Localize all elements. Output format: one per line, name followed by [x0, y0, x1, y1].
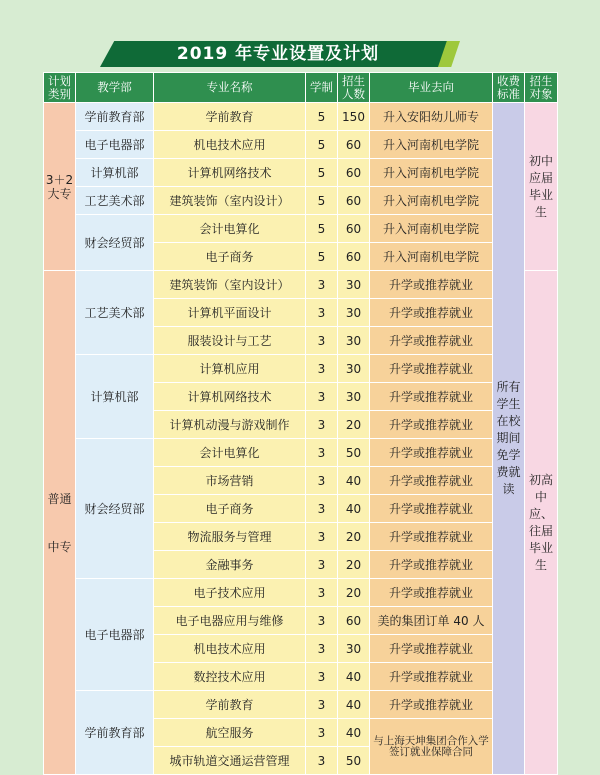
quota-cell: 50: [338, 747, 370, 775]
destination-cell: 升学或推荐就业: [370, 467, 493, 495]
quota-cell: 40: [338, 495, 370, 523]
major-cell: 机电技术应用: [154, 131, 306, 159]
quota-cell: 30: [338, 635, 370, 663]
quota-cell: 20: [338, 523, 370, 551]
category-3plus2: 3＋2大专: [44, 103, 76, 271]
table-row: [44, 159, 558, 187]
years-cell: 5: [306, 243, 338, 271]
quota-cell: 30: [338, 271, 370, 299]
quota-cell: 50: [338, 439, 370, 467]
fee-standard: 所有学生在校期间免学费就读: [493, 103, 525, 775]
major-cell: 计算机平面设计: [154, 299, 306, 327]
table-row: [44, 691, 558, 719]
major-cell: 服装设计与工艺: [154, 327, 306, 355]
quota-cell: 40: [338, 691, 370, 719]
header-dept: 教学部: [76, 73, 154, 103]
major-cell: 计算机网络技术: [154, 159, 306, 187]
destination-cell: 美的集团订单 40 人: [370, 607, 493, 635]
quota-cell: 40: [338, 467, 370, 495]
target-regular: 初高中应、往届毕业生: [525, 271, 558, 775]
major-cell: 建筑装饰（室内设计）: [154, 271, 306, 299]
destination-cell: 升学或推荐就业: [370, 579, 493, 607]
major-cell: 建筑装饰（室内设计）: [154, 187, 306, 215]
dept-cell: 学前教育部: [76, 103, 154, 131]
major-cell: 数控技术应用: [154, 663, 306, 691]
major-cell: 会计电算化: [154, 439, 306, 467]
destination-cell: 升入河南机电学院: [370, 159, 493, 187]
major-cell: 电子商务: [154, 495, 306, 523]
years-cell: 5: [306, 159, 338, 187]
years-cell: 3: [306, 691, 338, 719]
dept-arts: 工艺美术部: [76, 271, 154, 355]
years-cell: 3: [306, 663, 338, 691]
years-cell: 3: [306, 439, 338, 467]
major-cell: 计算机网络技术: [154, 383, 306, 411]
years-cell: 3: [306, 299, 338, 327]
header-destination: 毕业去向: [370, 73, 493, 103]
header-target: 招生对象: [525, 73, 558, 103]
major-cell: 金融事务: [154, 551, 306, 579]
destination-cell: 升学或推荐就业: [370, 355, 493, 383]
major-cell: 学前教育: [154, 103, 306, 131]
dept-preschool: 学前教育部: [76, 691, 154, 775]
program-table: [43, 72, 558, 775]
major-cell: 电子商务: [154, 243, 306, 271]
years-cell: 3: [306, 271, 338, 299]
quota-cell: 30: [338, 383, 370, 411]
years-cell: 3: [306, 327, 338, 355]
major-cell: 计算机应用: [154, 355, 306, 383]
quota-cell: 30: [338, 327, 370, 355]
table-row: [44, 439, 558, 467]
destination-cell: 升学或推荐就业: [370, 271, 493, 299]
quota-cell: 40: [338, 719, 370, 747]
years-cell: 5: [306, 103, 338, 131]
years-cell: 3: [306, 355, 338, 383]
major-cell: 电子电器应用与维修: [154, 607, 306, 635]
table-row: [44, 187, 558, 215]
quota-cell: 30: [338, 355, 370, 383]
dept-cell: 电子电器部: [76, 131, 154, 159]
dept-finance: 财会经贸部: [76, 439, 154, 579]
major-cell: 航空服务: [154, 719, 306, 747]
category-regular: 普通中专: [44, 271, 76, 775]
header-quota: 招生人数: [338, 73, 370, 103]
years-cell: 3: [306, 747, 338, 775]
table-row: [44, 215, 558, 243]
years-cell: 5: [306, 187, 338, 215]
quota-cell: 60: [338, 159, 370, 187]
destination-cell: 升学或推荐就业: [370, 299, 493, 327]
years-cell: 3: [306, 551, 338, 579]
years-cell: 5: [306, 215, 338, 243]
quota-cell: 40: [338, 663, 370, 691]
table-row: [44, 579, 558, 607]
major-cell: 机电技术应用: [154, 635, 306, 663]
major-cell: 会计电算化: [154, 215, 306, 243]
header-row: [44, 73, 558, 103]
destination-cell: 升入安阳幼儿师专: [370, 103, 493, 131]
destination-cell: 升学或推荐就业: [370, 495, 493, 523]
dept-cell: 计算机部: [76, 159, 154, 187]
major-cell: 电子技术应用: [154, 579, 306, 607]
years-cell: 3: [306, 719, 338, 747]
years-cell: 3: [306, 495, 338, 523]
page-title: 2019 年专业设置及计划: [176, 44, 380, 64]
target-3plus2: 初中应届毕业生: [525, 103, 558, 271]
dept-electronics: 电子电器部: [76, 579, 154, 691]
years-cell: 3: [306, 411, 338, 439]
years-cell: 5: [306, 131, 338, 159]
quota-cell: 30: [338, 299, 370, 327]
destination-cell: 与上海天坤集团合作入学签订就业保障合同: [370, 719, 493, 775]
table-row: [44, 131, 558, 159]
years-cell: 3: [306, 635, 338, 663]
quota-cell: 60: [338, 187, 370, 215]
years-cell: 3: [306, 383, 338, 411]
header-fee: 收费标准: [493, 73, 525, 103]
destination-cell: 升学或推荐就业: [370, 523, 493, 551]
quota-cell: 20: [338, 579, 370, 607]
major-cell: 计算机动漫与游戏制作: [154, 411, 306, 439]
table-row: [44, 103, 558, 131]
destination-cell: 升学或推荐就业: [370, 439, 493, 467]
dept-computer: 计算机部: [76, 355, 154, 439]
destination-cell: 升学或推荐就业: [370, 327, 493, 355]
table-row: [44, 355, 558, 383]
destination-cell: 升学或推荐就业: [370, 383, 493, 411]
destination-cell: 升入河南机电学院: [370, 215, 493, 243]
dept-cell: 工艺美术部: [76, 187, 154, 215]
destination-cell: 升学或推荐就业: [370, 663, 493, 691]
destination-cell: 升学或推荐就业: [370, 551, 493, 579]
header-plan-category: 计划类别: [44, 73, 76, 103]
years-cell: 3: [306, 523, 338, 551]
destination-cell: 升学或推荐就业: [370, 411, 493, 439]
destination-cell: 升入河南机电学院: [370, 187, 493, 215]
destination-cell: 升学或推荐就业: [370, 635, 493, 663]
years-cell: 3: [306, 467, 338, 495]
major-cell: 学前教育: [154, 691, 306, 719]
header-major: 专业名称: [154, 73, 306, 103]
major-cell: 城市轨道交通运营管理: [154, 747, 306, 775]
quota-cell: 60: [338, 607, 370, 635]
quota-cell: 60: [338, 215, 370, 243]
destination-cell: 升入河南机电学院: [370, 243, 493, 271]
major-cell: 物流服务与管理: [154, 523, 306, 551]
table-row: [44, 271, 558, 299]
years-cell: 3: [306, 579, 338, 607]
dept-cell: 财会经贸部: [76, 215, 154, 271]
header-years: 学制: [306, 73, 338, 103]
destination-cell: 升入河南机电学院: [370, 131, 493, 159]
years-cell: 3: [306, 607, 338, 635]
destination-cell: 升学或推荐就业: [370, 691, 493, 719]
major-cell: 市场营销: [154, 467, 306, 495]
quota-cell: 60: [338, 243, 370, 271]
quota-cell: 60: [338, 131, 370, 159]
quota-cell: 20: [338, 411, 370, 439]
quota-cell: 150: [338, 103, 370, 131]
quota-cell: 20: [338, 551, 370, 579]
